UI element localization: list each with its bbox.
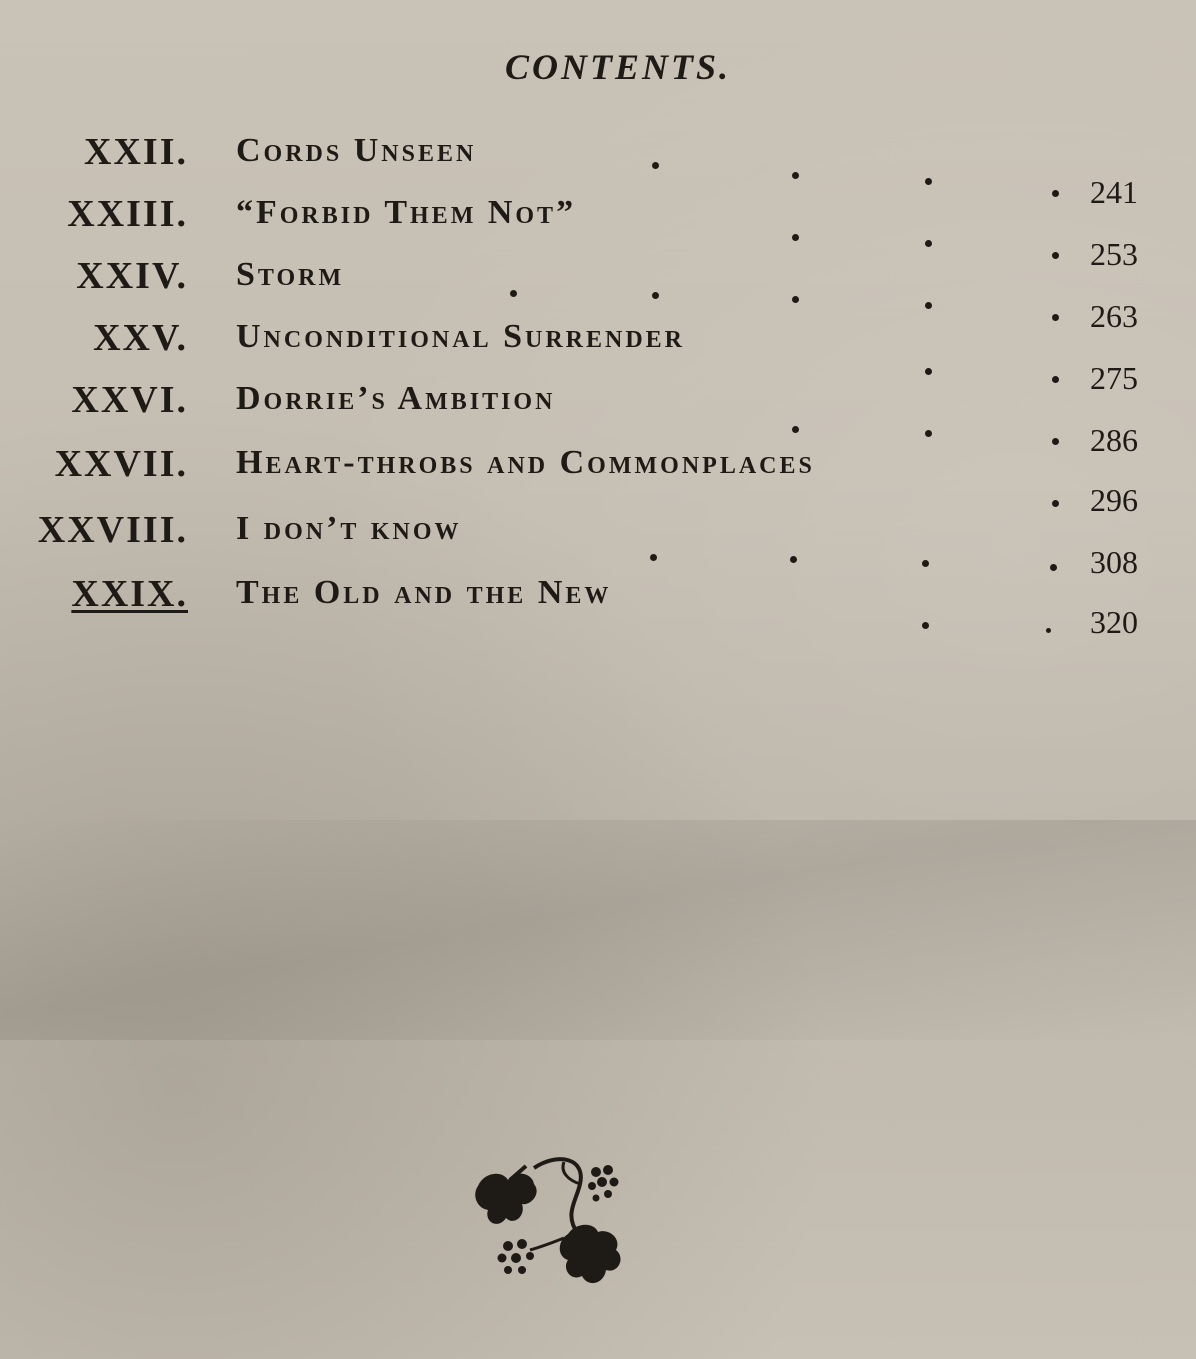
floral-vine-icon: [468, 1150, 630, 1295]
chapter-title: Unconditional Surrender: [236, 318, 685, 355]
leader-dot: [652, 292, 659, 299]
leader-dot: [925, 302, 932, 309]
toc-entry: [0, 572, 1196, 640]
page-number: 253: [1090, 236, 1138, 272]
page-number: 308: [1090, 544, 1138, 580]
toc-entry: [0, 192, 1196, 272]
chapter-numeral: XXVII.: [54, 443, 188, 485]
leader-dot: [1050, 564, 1057, 571]
toc-entry: [0, 254, 1196, 334]
chapter-title: Heart-throbs and Commonplaces: [236, 444, 815, 481]
leader-dot: [925, 368, 932, 375]
leader-dot: [510, 290, 517, 297]
chapter-numeral: XXV.: [93, 317, 188, 359]
chapter-title: The Old and the New: [236, 574, 612, 611]
chapter-title: Storm: [236, 256, 345, 293]
page-number: 275: [1090, 360, 1138, 396]
chapter-numeral: XXIII.: [67, 193, 188, 235]
leader-dot: [792, 234, 799, 241]
page-shadow: [0, 820, 1196, 1040]
page-number: 241: [1090, 174, 1138, 210]
leader-dot: [1046, 628, 1051, 633]
chapter-numeral: XXVI.: [71, 379, 188, 421]
toc-entry: [0, 316, 1196, 396]
page-number: 296: [1090, 482, 1138, 518]
chapter-title: “Forbid Them Not”: [236, 194, 577, 231]
chapter-numeral: XXIX.: [71, 573, 188, 615]
toc-entry: [0, 508, 1196, 580]
leader-dot: [922, 560, 929, 567]
chapter-title: Dorrie’s Ambition: [236, 380, 556, 417]
chapter-title: Cords Unseen: [236, 132, 477, 169]
chapter-numeral: XXII.: [84, 131, 188, 173]
toc-entry: [0, 378, 1196, 458]
toc-entry: [0, 130, 1196, 210]
page-number: 263: [1090, 298, 1138, 334]
page-number: 320: [1090, 604, 1138, 640]
leader-dot: [650, 554, 657, 561]
chapter-title: I don’t know: [236, 510, 462, 547]
leader-dot: [790, 556, 797, 563]
chapter-numeral: XXVIII.: [37, 509, 188, 551]
chapter-numeral: XXIV.: [76, 255, 188, 297]
page-heading: CONTENTS.: [504, 47, 732, 87]
leader-dot: [792, 426, 799, 433]
leader-dot: [792, 172, 799, 179]
leader-dot: [925, 178, 932, 185]
leader-dot: [652, 162, 659, 169]
toc-entry: [0, 442, 1196, 518]
leader-dot: [925, 430, 932, 437]
leader-dot: [925, 240, 932, 247]
leader-dot: [792, 296, 799, 303]
leader-dot: [1052, 500, 1059, 507]
leader-dot: [922, 622, 929, 629]
page-number: 286: [1090, 422, 1138, 458]
